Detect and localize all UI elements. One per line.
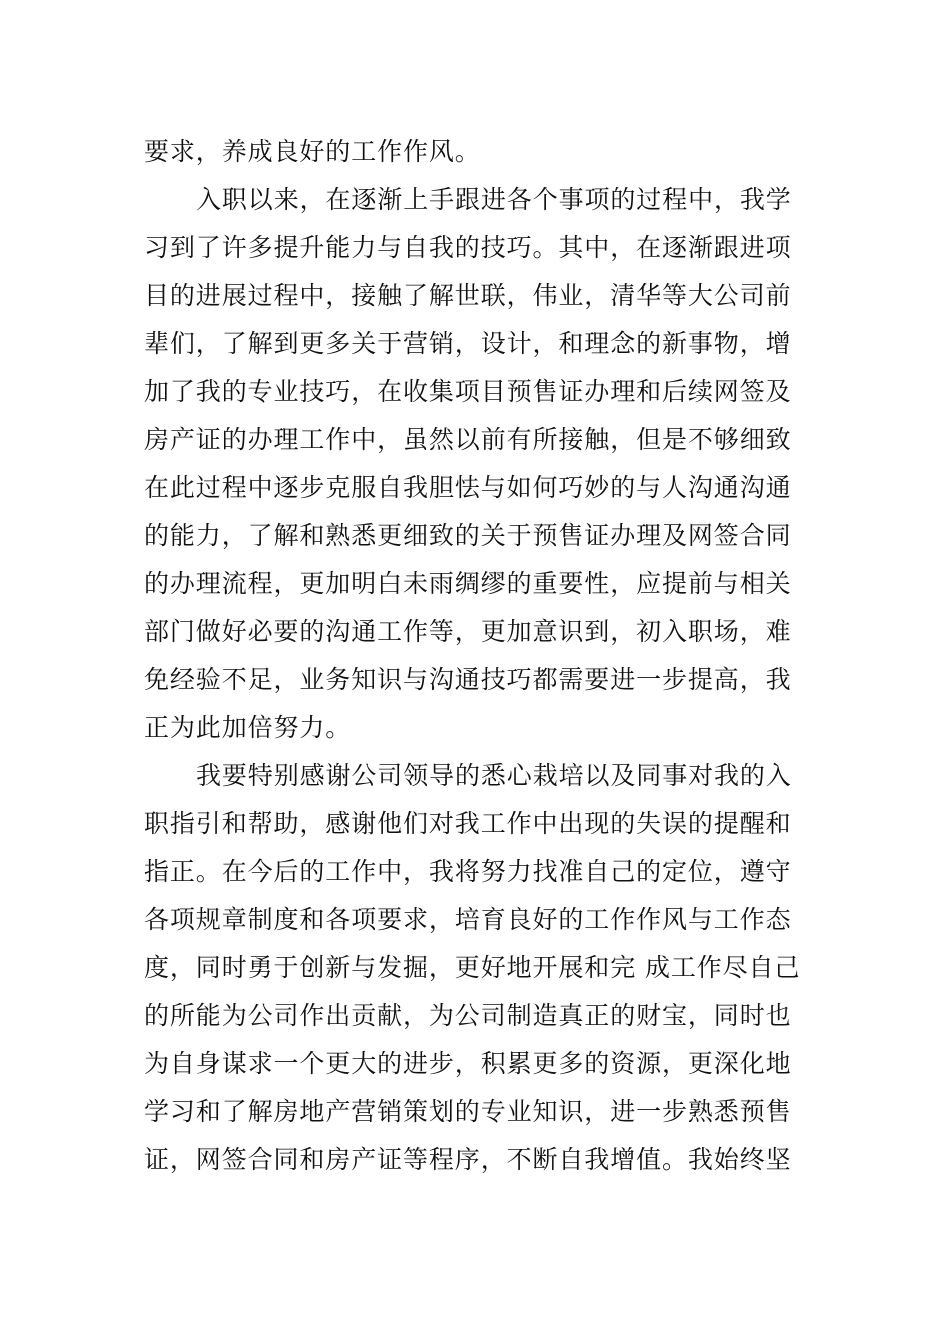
text-line: 辈们，了解到更多关于营销，设计，和理念的新事物，增 — [144, 329, 792, 358]
text-line: 为自身谋求一个更大的进步，积累更多的资源，更深化地 — [144, 1049, 792, 1078]
text-line: 房产证的办理工作中，虽然以前有所接触，但是不够细致 — [144, 425, 792, 454]
paragraph-start-line: 入职以来，在逐渐上手跟进各个事项的过程中，我学 — [196, 185, 792, 214]
text-line: 的办理流程，更加明白未雨绸缪的重要性，应提前与相关 — [144, 569, 792, 598]
text-line: 加了我的专业技巧，在收集项目预售证办理和后续网签及 — [144, 377, 792, 406]
text-line: 习到了许多提升能力与自我的技巧。其中，在逐渐跟进项 — [144, 233, 792, 262]
text-line: 要求，养成良好的工作作风。 — [144, 137, 481, 166]
text-line: 证，网签合同和房产证等程序，不断自我增值。我始终坚 — [144, 1145, 792, 1174]
text-line: 部门做好必要的沟通工作等，更加意识到，初入职场，难 — [144, 617, 792, 646]
text-line: 目的进展过程中，接触了解世联，伟业，清华等大公司前 — [144, 281, 792, 310]
text-line: 正为此加倍努力。 — [144, 713, 352, 742]
text-line: 在此过程中逐步克服自我胆怯与如何巧妙的与人沟通沟通 — [144, 473, 792, 502]
text-line: 各项规章制度和各项要求，培育良好的工作作风与工作态 — [144, 905, 792, 934]
text-line: 学习和了解房地产营销策划的专业知识，进一步熟悉预售 — [144, 1097, 792, 1126]
text-line: 的能力，了解和熟悉更细致的关于预售证办理及网签合同 — [144, 521, 792, 550]
text-line: 指正。在今后的工作中，我将努力找准自己的定位，遵守 — [144, 857, 792, 886]
text-line: 度，同时勇于创新与发掘，更好地开展和完 成工作尽自己 — [144, 953, 801, 982]
paragraph-start-line: 我要特别感谢公司领导的悉心栽培以及同事对我的入 — [196, 761, 792, 790]
text-line: 免经验不足，业务知识与沟通技巧都需要进一步提高，我 — [144, 665, 792, 694]
text-line: 的所能为公司作出贡献，为公司制造真正的财宝，同时也 — [144, 1001, 792, 1030]
text-line: 职指引和帮助，感谢他们对我工作中出现的失误的提醒和 — [144, 809, 792, 838]
